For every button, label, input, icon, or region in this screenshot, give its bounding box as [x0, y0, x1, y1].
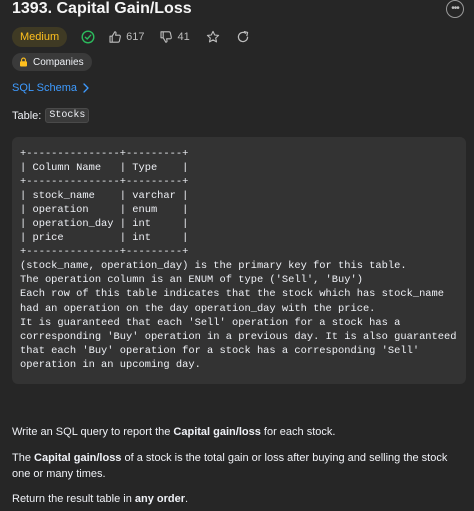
table-heading — [12, 108, 89, 123]
chevron-right-icon — [83, 83, 89, 93]
star-icon — [206, 30, 220, 44]
schema-line: | operation_day | int | — [20, 218, 189, 231]
schema-line: +---------------+---------+ — [20, 246, 189, 259]
schema-line: operation in an upcoming day. — [20, 358, 201, 371]
lock-icon — [19, 57, 28, 67]
companies-label: Companies — [33, 56, 84, 68]
like-count: 617 — [126, 31, 145, 43]
dislike-count: 41 — [177, 31, 190, 43]
more-horizontal-icon: ••• — [451, 3, 459, 14]
share-icon — [236, 30, 250, 44]
problem-meta-row — [12, 27, 250, 47]
schema-line: | Column Name | Type | — [20, 162, 189, 175]
problem-title: 1393. Capital Gain/Loss — [12, 0, 192, 17]
description-paragraph-3: Return the result table in any order. — [12, 493, 189, 505]
like-button[interactable] — [108, 30, 144, 44]
capital-gain-loss-term: Capital gain/loss — [173, 426, 261, 438]
difficulty-badge: Medium — [12, 27, 67, 47]
more-button[interactable] — [446, 0, 464, 18]
schema-line: Each row of this table indicates that the stock which has stock_name — [20, 288, 445, 301]
capital-gain-loss-definition-term: Capital gain/loss — [34, 452, 122, 464]
schema-line: (stock_name, operation_day) is the primary key for this table. — [20, 260, 407, 273]
dislike-button[interactable] — [159, 30, 189, 44]
favorite-button[interactable] — [206, 30, 220, 44]
schema-line: The operation column is an ENUM of type ('Sell', 'Buy') — [20, 274, 363, 287]
schema-code-block — [12, 137, 466, 384]
schema-line: +---------------+---------+ — [20, 176, 189, 189]
schema-text — [20, 147, 458, 372]
sql-schema-label: SQL Schema — [12, 82, 78, 94]
thumbs-down-icon — [159, 30, 173, 44]
check-circle-icon — [81, 30, 95, 44]
schema-line: +---------------+---------+ — [20, 148, 189, 160]
sql-schema-link[interactable] — [12, 82, 89, 94]
any-order-term: any order — [134, 493, 186, 505]
schema-line: corresponding 'Buy' operation in a previous day. It is also guaranteed — [20, 330, 457, 343]
share-button[interactable] — [236, 30, 250, 44]
schema-line: that each 'Buy' operation for a stock has a corresponding 'Sell' — [20, 344, 420, 357]
schema-line: | stock_name | varchar | — [20, 190, 189, 203]
thumbs-up-icon — [108, 30, 122, 44]
description-paragraph-2: The Capital gain/loss of a stock is the total gain or loss after buying and selling the stock one or many times. — [12, 452, 448, 480]
description-paragraph-1: Write an SQL query to report the Capital gain/loss for each stock. — [12, 426, 336, 438]
solved-indicator — [81, 30, 95, 44]
companies-tag[interactable] — [12, 53, 92, 71]
schema-line: It is guaranteed that each 'Sell' operation for a stock has a — [20, 316, 401, 329]
schema-line: | operation | enum | — [20, 204, 189, 217]
schema-line: had an operation on the day operation_day with the price. — [20, 302, 376, 315]
schema-line: | price | int | — [20, 232, 189, 245]
table-name-code: Stocks — [45, 108, 89, 123]
table-label: Table: — [12, 109, 42, 122]
